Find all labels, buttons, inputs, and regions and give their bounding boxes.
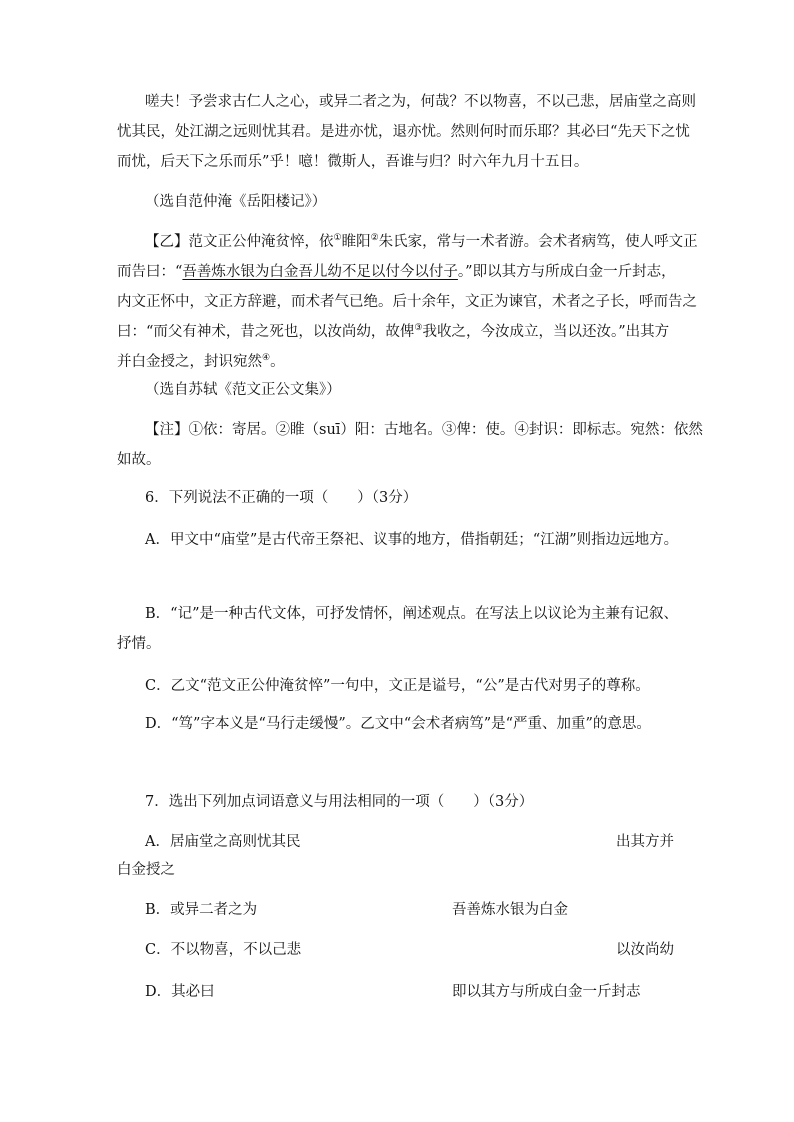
footnote-line: 如故。 [117,452,161,468]
footnote-marker: ④ [262,353,271,364]
footnote-marker: ① [333,233,342,244]
question-stem: 6．下列说法不正确的一项（ ）（3分） [145,490,418,506]
answer-option-a-cont: 白金授之 [117,862,175,878]
answer-option-d: D．其必曰 [145,984,215,1000]
answer-option-d-right: 即以其方与所成白金一斤封志 [452,984,641,1000]
answer-option-d: D．“笃”字本义是“马行走缓慢”。乙文中“会术者病笃”是“严重、加重”的意思。 [145,716,651,732]
source-citation: （选自苏轼《范文正公文集》） [145,382,341,398]
passage-line: 并白金授之，封识宛然④。 [117,353,285,370]
answer-option-c: C．不以物喜，不以己悲 [145,942,302,958]
source-citation: （选自范仲淹《岳阳楼记》） [145,194,327,210]
question-stem: 7．选出下列加点词语意义与用法相同的一项（ ）（3分） [145,794,534,810]
passage-line: 【乙】范文正公仲淹贫悴，依①睢阳②朱氏家，常与一术者游。会术者病笃，使人呼文正 [145,233,698,250]
passage-line: 内文正怀中，文正方辞避，而术者气已绝。后十余年，文正为谏官，术者之子长，呼而告之 [117,294,697,310]
passage-line: 而告曰：“吾善炼水银为白金吾儿幼不足以付今以付子。”即以其方与所成白金一斤封志， [117,264,676,280]
passage-line: 嗟夫！予尝求古仁人之心，或异二者之为，何哉？不以物喜，不以己悲，居庙堂之高则 [145,94,696,110]
answer-option-a-right: 出其方并 [616,834,674,850]
passage-line: 忧其民，处江湖之远则忧其君。是进亦忧，退亦忧。然则何时而乐耶？其必曰“先天下之忧 [117,124,690,140]
passage-line: 而忧，后天下之乐而乐”乎！噫！微斯人，吾谁与归？时六年九月十五日。 [117,154,589,170]
underlined-sentence: 吾善炼水银为白金吾儿幼不足以付今以付子 [182,264,458,280]
answer-option-b-right: 吾善炼水银为白金 [452,902,568,918]
footnote-marker: ③ [414,323,423,334]
footnote-marker: ② [370,233,379,244]
answer-option-b: B．“记”是一种古代文体，可抒发情怀，阐述观点。在写法上以议论为主兼有记叙、 [145,606,678,622]
answer-option-b-cont: 抒情。 [117,636,161,652]
footnote-line: 【注】①依：寄居。②睢（suī）阳：古地名。③俾：使。④封识：即标志。宛然：依然 [145,422,703,438]
passage-line: 曰：“而父有神术，昔之死也，以汝尚幼，故俾③我收之，今汝成立，当以还汝。”出其方 [117,323,670,340]
answer-option-c: C．乙文“范文正公仲淹贫悴”一句中，文正是谥号，“公”是古代对男子的尊称。 [145,678,650,694]
answer-option-c-right: 以汝尚幼 [616,942,674,958]
answer-option-a: A．居庙堂之高则忧其民 [145,834,301,850]
answer-option-a: A．甲文中“庙堂”是古代帝王祭祀、议事的地方，借指朝廷；“江湖”则指边远地方。 [145,532,679,548]
answer-option-b: B．或异二者之为 [145,902,258,918]
